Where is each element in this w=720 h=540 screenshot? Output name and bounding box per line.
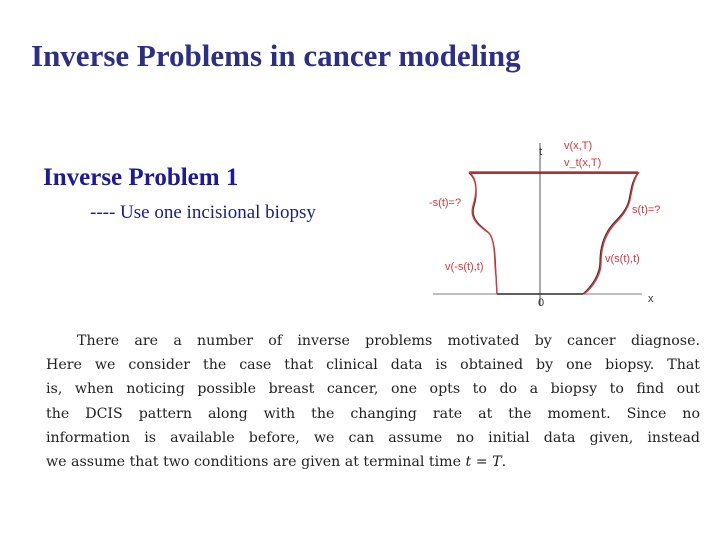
paragraph-line: is, when noticing possible breast cancer, one opts to do a biopsy to find out bbox=[46, 381, 700, 398]
terminal-time-math: t = T bbox=[465, 454, 502, 471]
left-boundary-label: -s(t)=? bbox=[429, 197, 462, 209]
left-boundary-curve bbox=[469, 173, 497, 294]
paragraph-line: the DCIS pattern along with the changing rate at the moment. Since no bbox=[46, 405, 700, 422]
left-boundary-curve-red bbox=[469, 172, 497, 294]
problem-heading: Inverse Problem 1 bbox=[43, 164, 239, 191]
problem-subline: ---- Use one incisional biopsy bbox=[90, 202, 316, 223]
paragraph-line: There are a number of inverse problems motivated by cancer diagnose. bbox=[77, 333, 700, 349]
right-value-label: v(s(t),t) bbox=[605, 253, 640, 265]
paragraph-line: we assume that two conditions are given at terminal time bbox=[46, 454, 462, 471]
t-axis-label: t bbox=[539, 146, 543, 158]
paragraph-period: . bbox=[501, 454, 507, 471]
paragraph-line: information is available before, we can assume no initial data given, instead bbox=[46, 429, 700, 446]
paragraph-line: Here we consider the case that clinical data is obtained by one biopsy. That bbox=[46, 357, 700, 374]
left-value-label: v(-s(t),t) bbox=[445, 261, 484, 273]
origin-label: 0 bbox=[538, 297, 545, 309]
slide-title: Inverse Problems in cancer modeling bbox=[31, 38, 521, 73]
description-paragraph bbox=[46, 329, 700, 474]
right-boundary-label: s(t)=? bbox=[632, 204, 661, 216]
paragraph-last-line bbox=[46, 450, 700, 474]
x-axis-label: x bbox=[648, 293, 654, 305]
terminal-rate-label: v_t(x,T) bbox=[564, 157, 602, 169]
terminal-value-label: v(x,T) bbox=[564, 140, 593, 152]
right-boundary-curve bbox=[583, 173, 638, 294]
